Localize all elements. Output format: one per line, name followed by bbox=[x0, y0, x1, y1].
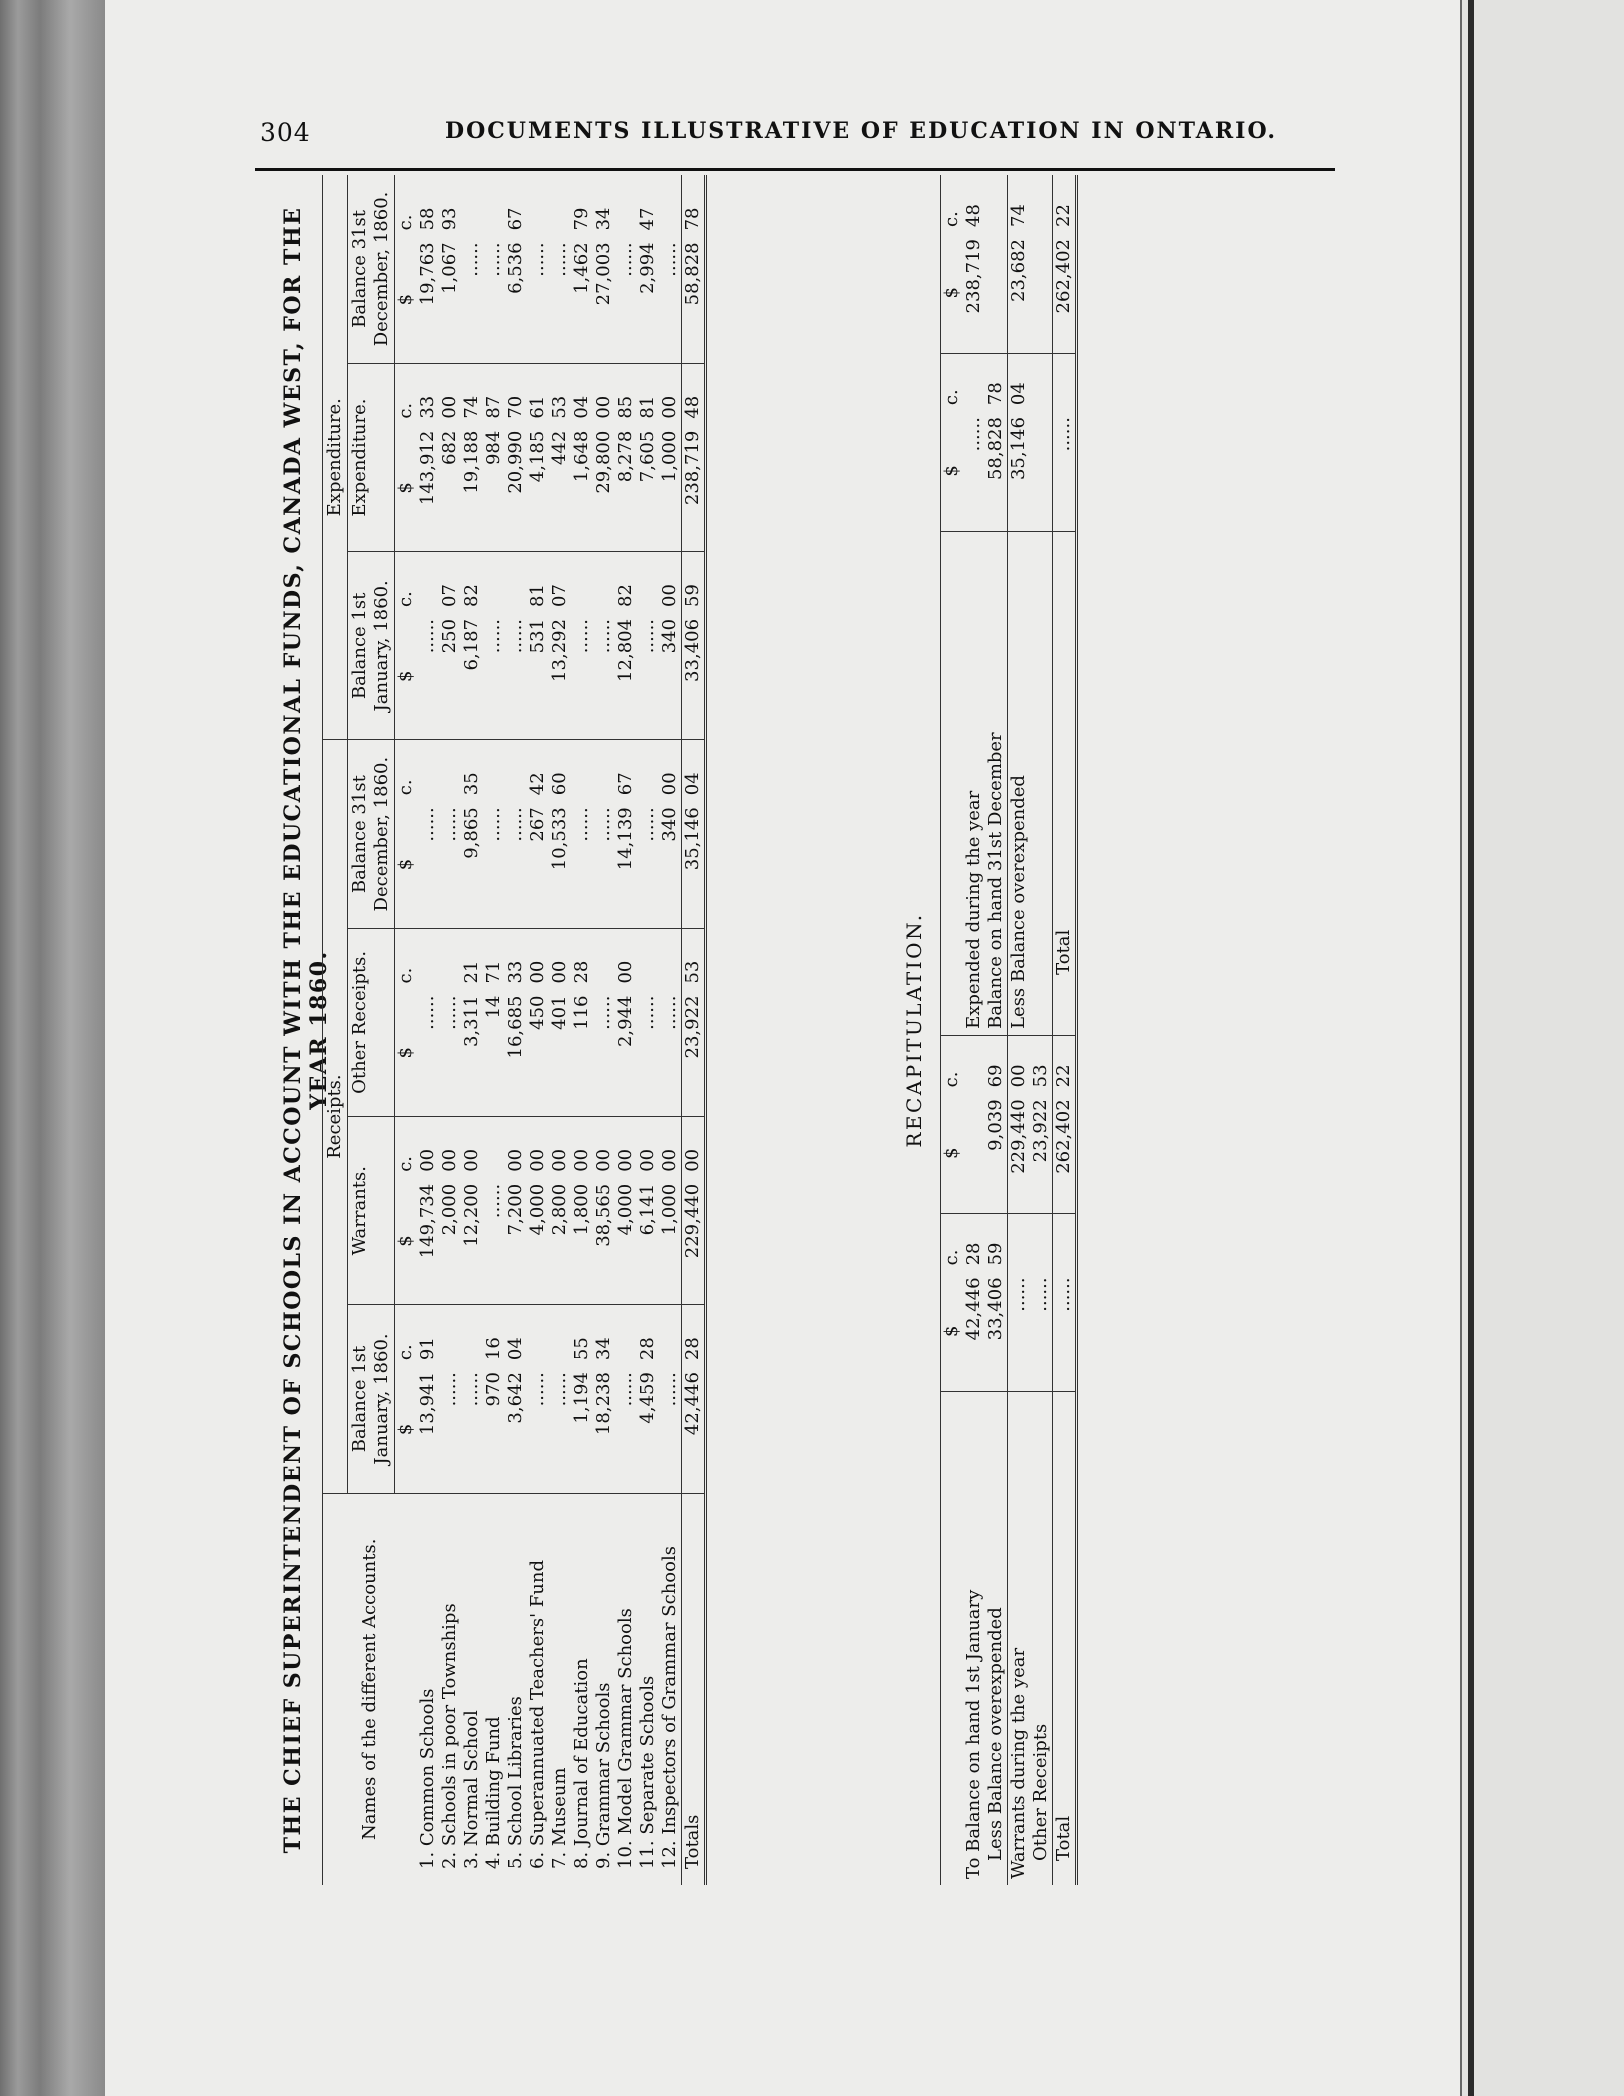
table-row bbox=[571, 175, 593, 1885]
cell-bal-dec2-dollars: ...... bbox=[549, 236, 571, 363]
cell-other-cents bbox=[439, 928, 461, 989]
recap-expended-cents: 48 bbox=[963, 204, 984, 227]
account-name: 1. Common Schools bbox=[417, 1688, 438, 1869]
cell-bal-dec-cents bbox=[417, 740, 439, 801]
account-name: 7. Museum bbox=[549, 1767, 570, 1869]
cell-warrants-cents bbox=[483, 1117, 505, 1178]
cell-bal-dec-dollars: ...... bbox=[417, 801, 439, 928]
unit-dollars: $ bbox=[941, 1271, 964, 1391]
cell-bal-jan2-dollars: ...... bbox=[417, 613, 439, 740]
unit-cents: c. bbox=[395, 214, 416, 231]
cell-bal-dec-cents bbox=[571, 740, 593, 801]
unit-cents: c. bbox=[395, 1344, 416, 1361]
cell-bal-jan-cents bbox=[527, 1305, 549, 1366]
cell-bal-dec2-dollars: ...... bbox=[461, 236, 483, 363]
cell-warrants-cents: 00 bbox=[571, 1148, 592, 1172]
cell-bal-jan-cents: 04 bbox=[505, 1337, 526, 1361]
cell-bal-jan2-cents bbox=[593, 552, 615, 613]
cell-bal-dec2-dollars: ...... bbox=[615, 236, 637, 363]
col-header-bal-dec: Balance 31st December, 1860. bbox=[348, 740, 395, 928]
cell-bal-dec2-cents: 79 bbox=[571, 207, 592, 231]
cell-warrants-dollars: 7,200 bbox=[505, 1178, 527, 1305]
cell-warrants-dollars: 2,000 bbox=[439, 1178, 461, 1305]
recap-less-label: Less Balance overexpended bbox=[985, 1607, 1006, 1861]
cell-bal-dec2-dollars: ...... bbox=[527, 236, 549, 363]
cell-expenditure-dollars: 8,278 bbox=[615, 425, 637, 552]
cell-expenditure-dollars: 143,912 bbox=[417, 425, 439, 552]
recap-dots: ...... bbox=[1008, 1271, 1031, 1391]
recap-bal-label: To Balance on hand 1st January bbox=[963, 1589, 984, 1879]
cell-bal-jan2-cents: 07 bbox=[549, 584, 570, 607]
cell-expenditure-dollars: 1,648 bbox=[571, 425, 593, 552]
recap-right-total-cents: 22 bbox=[1053, 204, 1074, 227]
col-header-bal-jan: Balance 1st January, 1860. bbox=[348, 1305, 395, 1493]
total-other-dollars: 23,922 bbox=[682, 990, 706, 1117]
head-rule bbox=[255, 168, 1335, 171]
cell-other-dollars: ...... bbox=[659, 990, 682, 1117]
cell-bal-jan2-cents bbox=[637, 552, 659, 613]
cell-other-cents: 28 bbox=[571, 960, 592, 984]
cell-warrants-cents: 00 bbox=[417, 1148, 438, 1172]
cell-bal-jan-cents bbox=[615, 1305, 637, 1366]
recap-net-cents: 69 bbox=[985, 1064, 1006, 1088]
account-name: 10. Model Grammar Schools bbox=[615, 1608, 636, 1869]
cell-bal-dec2-cents: 58 bbox=[417, 207, 438, 231]
cell-bal-jan-dollars: ...... bbox=[549, 1366, 571, 1493]
recap-right-less-cents: 04 bbox=[1008, 382, 1029, 406]
cell-bal-jan2-cents: 82 bbox=[615, 584, 636, 607]
recap-less-dollars: 33,406 bbox=[985, 1271, 1008, 1391]
cell-bal-dec-dollars: 14,139 bbox=[615, 801, 637, 928]
cell-bal-dec2-dollars: ...... bbox=[659, 236, 682, 363]
cell-other-dollars: 401 bbox=[549, 990, 571, 1117]
unit-dollars: $ bbox=[395, 1178, 418, 1305]
table-title: THE CHIEF SUPERINTENDENT OF SCHOOLS IN ACCOUNT WITH THE EDUCATIONAL FUNDS, CANADA WEST, FOR THE YEAR 1860. bbox=[280, 206, 332, 1854]
cell-warrants-dollars: 4,000 bbox=[527, 1178, 549, 1305]
facing-page-edge bbox=[1460, 0, 1624, 2096]
cell-other-dollars: 3,311 bbox=[461, 990, 483, 1117]
totals-row bbox=[682, 175, 706, 1885]
recap-warrants-dollars: 229,440 bbox=[1008, 1093, 1031, 1213]
table-row bbox=[505, 175, 527, 1885]
recap-total-label: Total bbox=[1053, 1815, 1074, 1861]
cell-bal-dec-cents: 35 bbox=[461, 772, 482, 796]
account-name: 6. Superannuated Teachers' Fund bbox=[527, 1560, 548, 1869]
total-bal-dec-dollars: 35,146 bbox=[682, 801, 706, 928]
cell-bal-dec-dollars: ...... bbox=[505, 801, 527, 928]
cell-bal-dec-cents: 00 bbox=[659, 772, 680, 796]
cell-bal-jan2-dollars: 250 bbox=[439, 613, 461, 740]
cell-bal-dec2-cents: 93 bbox=[439, 207, 460, 231]
cell-expenditure-cents: 85 bbox=[615, 395, 636, 419]
cell-bal-jan-dollars: ...... bbox=[439, 1366, 461, 1493]
recap-total-dollars: 262,402 bbox=[1053, 1093, 1077, 1213]
table-row bbox=[549, 175, 571, 1885]
cell-expenditure-cents: 74 bbox=[461, 395, 482, 419]
cell-bal-dec-dollars: 267 bbox=[527, 801, 549, 928]
table-row bbox=[483, 175, 505, 1885]
unit-dollars: $ bbox=[395, 425, 418, 552]
account-name: 5. School Libraries bbox=[505, 1696, 526, 1869]
cell-bal-jan2-cents: 82 bbox=[461, 584, 482, 607]
recap-other-cents: 53 bbox=[1030, 1064, 1051, 1088]
cell-bal-jan-dollars: 1,194 bbox=[571, 1366, 593, 1493]
page-number: 304 bbox=[260, 118, 311, 147]
cell-bal-jan2-dollars: ...... bbox=[593, 613, 615, 740]
recap-expended-dollars: 238,719 bbox=[963, 233, 985, 353]
cell-bal-jan-dollars: 970 bbox=[483, 1366, 505, 1493]
recap-bal-dollars: 42,446 bbox=[963, 1271, 985, 1391]
recap-other-dollars: 23,922 bbox=[1030, 1093, 1053, 1213]
recap-right-net-dollars: 23,682 bbox=[1008, 233, 1031, 353]
cell-warrants-cents: 00 bbox=[527, 1148, 548, 1172]
cell-bal-dec2-cents: 47 bbox=[637, 207, 658, 231]
unit-cents: c. bbox=[395, 402, 416, 419]
total-warrants-dollars: 229,440 bbox=[682, 1178, 706, 1305]
cell-bal-dec-dollars: ...... bbox=[571, 801, 593, 928]
cell-bal-jan-cents: 55 bbox=[571, 1337, 592, 1361]
total-bal-jan2-cents: 59 bbox=[682, 584, 703, 607]
cell-expenditure-dollars: 19,188 bbox=[461, 425, 483, 552]
cell-other-dollars: 16,685 bbox=[505, 990, 527, 1117]
cell-other-dollars: 116 bbox=[571, 990, 593, 1117]
cell-expenditure-dollars: 682 bbox=[439, 425, 461, 552]
cell-other-dollars: ...... bbox=[439, 990, 461, 1117]
cell-other-cents: 00 bbox=[549, 960, 570, 984]
unit-cents: c. bbox=[395, 779, 416, 796]
recap-other-label: Other Receipts bbox=[1030, 1723, 1051, 1861]
recap-bal-cents: 28 bbox=[963, 1242, 984, 1266]
cell-bal-dec-cents bbox=[593, 740, 615, 801]
cell-bal-jan2-cents bbox=[417, 552, 439, 613]
cell-bal-dec2-dollars: ...... bbox=[483, 236, 505, 363]
recap-right-less-label: Less Balance overexpended bbox=[1008, 531, 1031, 1035]
recap-expended-label: Expended during the year bbox=[963, 531, 985, 1035]
unit-dollars: $ bbox=[395, 613, 418, 740]
cell-bal-jan2-dollars: ...... bbox=[637, 613, 659, 740]
recap-right-total-dollars: 262,402 bbox=[1053, 233, 1077, 353]
cell-other-cents: 71 bbox=[483, 960, 504, 984]
cell-bal-jan2-cents: 00 bbox=[659, 584, 680, 607]
cell-bal-jan2-dollars: 6,187 bbox=[461, 613, 483, 740]
cell-bal-jan2-dollars: 13,292 bbox=[549, 613, 571, 740]
unit-cents: c. bbox=[941, 389, 962, 406]
unit-cents: c. bbox=[395, 967, 416, 984]
cell-bal-dec-dollars: ...... bbox=[439, 801, 461, 928]
cell-other-dollars: 450 bbox=[527, 990, 549, 1117]
cell-bal-dec-cents bbox=[637, 740, 659, 801]
total-bal-jan2-dollars: 33,406 bbox=[682, 613, 706, 740]
cell-warrants-dollars: 38,565 bbox=[593, 1178, 615, 1305]
cell-other-cents bbox=[417, 928, 439, 989]
cell-bal-jan-dollars: ...... bbox=[527, 1366, 549, 1493]
cell-bal-jan-dollars: 13,941 bbox=[417, 1366, 439, 1493]
cell-other-cents: 33 bbox=[505, 960, 526, 984]
cell-warrants-dollars: 6,141 bbox=[637, 1178, 659, 1305]
cell-bal-jan2-cents bbox=[483, 552, 505, 613]
unit-dollars: $ bbox=[395, 990, 418, 1117]
cell-bal-jan-dollars: 3,642 bbox=[505, 1366, 527, 1493]
cell-bal-jan2-cents: 81 bbox=[527, 584, 548, 607]
rotated-table-area bbox=[280, 175, 1290, 1885]
cell-bal-dec-dollars: 9,865 bbox=[461, 801, 483, 928]
col-header-bal-dec-2: Balance 31st December, 1860. bbox=[348, 175, 395, 363]
table-row bbox=[417, 175, 439, 1885]
cell-bal-dec-cents bbox=[505, 740, 527, 801]
cell-expenditure-dollars: 984 bbox=[483, 425, 505, 552]
col-header-expenditure: Expenditure. bbox=[348, 363, 395, 551]
recap-balance-cents: 78 bbox=[985, 382, 1006, 406]
group-header-expenditure: Expenditure. bbox=[323, 175, 348, 740]
cell-bal-dec-dollars: ...... bbox=[637, 801, 659, 928]
recap-balance-dollars: 58,828 bbox=[985, 411, 1008, 531]
cell-expenditure-cents: 61 bbox=[527, 395, 548, 419]
cell-warrants-cents: 00 bbox=[615, 1148, 636, 1172]
cell-expenditure-dollars: 4,185 bbox=[527, 425, 549, 552]
cell-bal-dec-dollars: ...... bbox=[593, 801, 615, 928]
recapitulation-title: RECAPITULATION. bbox=[902, 912, 926, 1148]
book-binding bbox=[0, 0, 105, 2096]
cell-bal-jan-dollars: ...... bbox=[659, 1366, 682, 1493]
cell-warrants-cents: 00 bbox=[461, 1148, 482, 1172]
unit-cents: c. bbox=[395, 1155, 416, 1172]
cell-bal-dec-cents: 60 bbox=[549, 772, 570, 796]
cell-warrants-dollars: 1,800 bbox=[571, 1178, 593, 1305]
cell-other-dollars: 14 bbox=[483, 990, 505, 1117]
cell-bal-dec2-cents bbox=[483, 175, 505, 236]
cell-other-cents: 00 bbox=[527, 960, 548, 984]
cell-expenditure-cents: 00 bbox=[593, 395, 614, 419]
cell-bal-dec-dollars: ...... bbox=[483, 801, 505, 928]
cell-bal-dec2-dollars: 19,763 bbox=[417, 236, 439, 363]
cell-bal-dec-cents bbox=[483, 740, 505, 801]
total-expenditure-dollars: 238,719 bbox=[682, 425, 706, 552]
cell-bal-jan-cents bbox=[659, 1305, 682, 1366]
cell-expenditure-cents: 00 bbox=[439, 395, 460, 419]
cell-expenditure-cents: 33 bbox=[417, 395, 438, 419]
cell-bal-jan2-dollars: 12,804 bbox=[615, 613, 637, 740]
running-head: DOCUMENTS ILLUSTRATIVE OF EDUCATION IN ONTARIO. bbox=[445, 118, 1277, 144]
cell-other-dollars: ...... bbox=[593, 990, 615, 1117]
cell-warrants-cents: 00 bbox=[505, 1148, 526, 1172]
col-header-names: Names of the different Accounts. bbox=[359, 1538, 380, 1841]
cell-bal-dec2-cents: 67 bbox=[505, 207, 526, 231]
recap-warrants-label: Warrants during the year bbox=[1008, 1647, 1029, 1879]
cell-other-cents: 21 bbox=[461, 960, 482, 984]
recap-net-dollars: 9,039 bbox=[985, 1093, 1008, 1213]
cell-other-dollars: 2,944 bbox=[615, 990, 637, 1117]
cell-bal-jan-dollars: 18,238 bbox=[593, 1366, 615, 1493]
cell-bal-jan2-cents bbox=[505, 552, 527, 613]
recap-right-total-label: Total bbox=[1053, 531, 1077, 1035]
cell-other-cents bbox=[659, 928, 682, 989]
unit-dollars: $ bbox=[395, 1366, 418, 1493]
recap-right-net-cents: 74 bbox=[1008, 204, 1029, 227]
cell-warrants-cents: 00 bbox=[637, 1148, 658, 1172]
unit-cents: c. bbox=[395, 591, 416, 607]
recapitulation-table bbox=[940, 175, 1078, 1885]
cell-expenditure-cents: 87 bbox=[483, 395, 504, 419]
cell-expenditure-cents: 04 bbox=[571, 395, 592, 419]
cell-expenditure-cents: 81 bbox=[637, 395, 658, 419]
cell-warrants-cents: 00 bbox=[439, 1148, 460, 1172]
account-name: 12. Inspectors of Grammar Schools bbox=[659, 1546, 680, 1869]
cell-warrants-cents: 00 bbox=[549, 1148, 570, 1172]
recap-right-less-dollars: 35,146 bbox=[1008, 411, 1031, 531]
unit-dollars: $ bbox=[941, 1093, 964, 1213]
unit-cents: c. bbox=[941, 1249, 962, 1266]
page-gutter-shadow bbox=[1468, 0, 1474, 2096]
col-header-warrants: Warrants. bbox=[348, 1117, 395, 1305]
cell-warrants-dollars: 2,800 bbox=[549, 1178, 571, 1305]
table-row bbox=[439, 175, 461, 1885]
group-header-receipts: Receipts. bbox=[323, 740, 348, 1493]
unit-cents: c. bbox=[941, 1071, 962, 1088]
total-warrants-cents: 00 bbox=[682, 1148, 703, 1172]
cell-warrants-cents: 00 bbox=[659, 1148, 680, 1172]
cell-bal-dec2-cents bbox=[615, 175, 637, 236]
account-name: 8. Journal of Education bbox=[571, 1658, 592, 1869]
cell-bal-jan-cents: 34 bbox=[593, 1337, 614, 1361]
total-bal-jan-cents: 28 bbox=[682, 1337, 703, 1361]
cell-bal-dec-cents: 67 bbox=[615, 772, 636, 796]
cell-other-cents bbox=[637, 928, 659, 989]
account-name: 4. Building Fund bbox=[483, 1716, 504, 1869]
recap-dots: ...... bbox=[1053, 411, 1077, 531]
unit-dollars: $ bbox=[395, 801, 418, 928]
cell-bal-jan2-dollars: ...... bbox=[571, 613, 593, 740]
recap-dots: ...... bbox=[1053, 1271, 1077, 1391]
totals-label: Totals bbox=[682, 1814, 703, 1869]
cell-bal-dec2-dollars: 1,067 bbox=[439, 236, 461, 363]
cell-bal-dec2-cents bbox=[527, 175, 549, 236]
cell-expenditure-cents: 00 bbox=[659, 395, 680, 419]
total-bal-dec-cents: 04 bbox=[682, 772, 703, 796]
cell-expenditure-cents: 53 bbox=[549, 395, 570, 419]
cell-bal-jan2-dollars: ...... bbox=[505, 613, 527, 740]
cell-bal-jan-dollars: ...... bbox=[461, 1366, 483, 1493]
cell-bal-dec2-dollars: 6,536 bbox=[505, 236, 527, 363]
cell-expenditure-dollars: 442 bbox=[549, 425, 571, 552]
cell-bal-jan-dollars: ...... bbox=[615, 1366, 637, 1493]
cell-bal-dec2-dollars: 2,994 bbox=[637, 236, 659, 363]
cell-bal-jan2-dollars: 531 bbox=[527, 613, 549, 740]
cell-bal-dec2-dollars: 1,462 bbox=[571, 236, 593, 363]
total-bal-dec2-dollars: 58,828 bbox=[682, 236, 706, 363]
cell-bal-dec-dollars: 10,533 bbox=[549, 801, 571, 928]
cell-bal-dec-cents: 42 bbox=[527, 772, 548, 796]
total-expenditure-cents: 48 bbox=[682, 395, 703, 419]
cell-bal-dec2-cents bbox=[461, 175, 483, 236]
cell-warrants-dollars: 149,734 bbox=[417, 1178, 439, 1305]
recap-dots: ...... bbox=[963, 411, 985, 531]
cell-bal-dec-cents bbox=[439, 740, 461, 801]
account-name: 9. Grammar Schools bbox=[593, 1682, 614, 1869]
cell-bal-jan-cents: 91 bbox=[417, 1337, 438, 1361]
unit-cents: c. bbox=[941, 211, 962, 227]
total-bal-jan-dollars: 42,446 bbox=[682, 1366, 706, 1493]
account-name: 11. Separate Schools bbox=[637, 1675, 658, 1869]
recap-warrants-cents: 00 bbox=[1008, 1064, 1029, 1088]
cell-bal-jan2-dollars: ...... bbox=[483, 613, 505, 740]
cell-bal-jan-dollars: 4,459 bbox=[637, 1366, 659, 1493]
cell-bal-jan-cents bbox=[439, 1305, 461, 1366]
table-row bbox=[527, 175, 549, 1885]
cell-bal-dec2-cents bbox=[659, 175, 682, 236]
col-header-other-receipts: Other Receipts. bbox=[348, 928, 395, 1116]
recap-less-cents: 59 bbox=[985, 1242, 1006, 1266]
table-row bbox=[637, 175, 659, 1885]
cell-bal-dec2-dollars: 27,003 bbox=[593, 236, 615, 363]
cell-expenditure-dollars: 7,605 bbox=[637, 425, 659, 552]
cell-other-dollars: ...... bbox=[417, 990, 439, 1117]
cell-bal-dec2-cents: 34 bbox=[593, 207, 614, 231]
cell-bal-jan-cents bbox=[549, 1305, 571, 1366]
cell-other-cents: 00 bbox=[615, 960, 636, 984]
cell-expenditure-dollars: 1,000 bbox=[659, 425, 682, 552]
account-name: 2. Schools in poor Townships bbox=[439, 1603, 460, 1869]
cell-bal-jan-cents: 28 bbox=[637, 1337, 658, 1361]
cell-bal-jan-cents bbox=[461, 1305, 483, 1366]
recap-dots: ...... bbox=[1030, 1271, 1053, 1391]
total-other-cents: 53 bbox=[682, 960, 703, 984]
accounts-table bbox=[322, 175, 707, 1885]
cell-expenditure-dollars: 20,990 bbox=[505, 425, 527, 552]
total-bal-dec2-cents: 78 bbox=[682, 207, 703, 231]
cell-other-dollars: ...... bbox=[637, 990, 659, 1117]
cell-other-cents bbox=[593, 928, 615, 989]
cell-expenditure-dollars: 29,800 bbox=[593, 425, 615, 552]
cell-bal-jan2-cents: 07 bbox=[439, 584, 460, 607]
unit-dollars: $ bbox=[941, 233, 964, 353]
cell-warrants-dollars: 4,000 bbox=[615, 1178, 637, 1305]
cell-warrants-cents: 00 bbox=[593, 1148, 614, 1172]
table-row bbox=[615, 175, 637, 1885]
table-row bbox=[593, 175, 615, 1885]
cell-warrants-dollars: 1,000 bbox=[659, 1178, 682, 1305]
cell-bal-jan2-cents bbox=[571, 552, 593, 613]
unit-dollars: $ bbox=[941, 411, 964, 531]
cell-bal-dec-dollars: 340 bbox=[659, 801, 682, 928]
accounts-table-body bbox=[417, 175, 682, 1885]
cell-bal-jan2-dollars: 340 bbox=[659, 613, 682, 740]
account-name: 3. Normal School bbox=[461, 1710, 482, 1869]
cell-expenditure-cents: 70 bbox=[505, 395, 526, 419]
cell-warrants-dollars: 12,200 bbox=[461, 1178, 483, 1305]
cell-warrants-dollars: ...... bbox=[483, 1178, 505, 1305]
recap-total-cents: 22 bbox=[1053, 1064, 1074, 1088]
cell-bal-jan-cents: 16 bbox=[483, 1337, 504, 1361]
table-row bbox=[659, 175, 682, 1885]
table-row bbox=[461, 175, 483, 1885]
unit-dollars: $ bbox=[395, 236, 418, 363]
recap-balance-label: Balance on hand 31st December bbox=[985, 531, 1008, 1035]
cell-bal-dec2-cents bbox=[549, 175, 571, 236]
col-header-bal-jan-2: Balance 1st January, 1860. bbox=[348, 552, 395, 740]
